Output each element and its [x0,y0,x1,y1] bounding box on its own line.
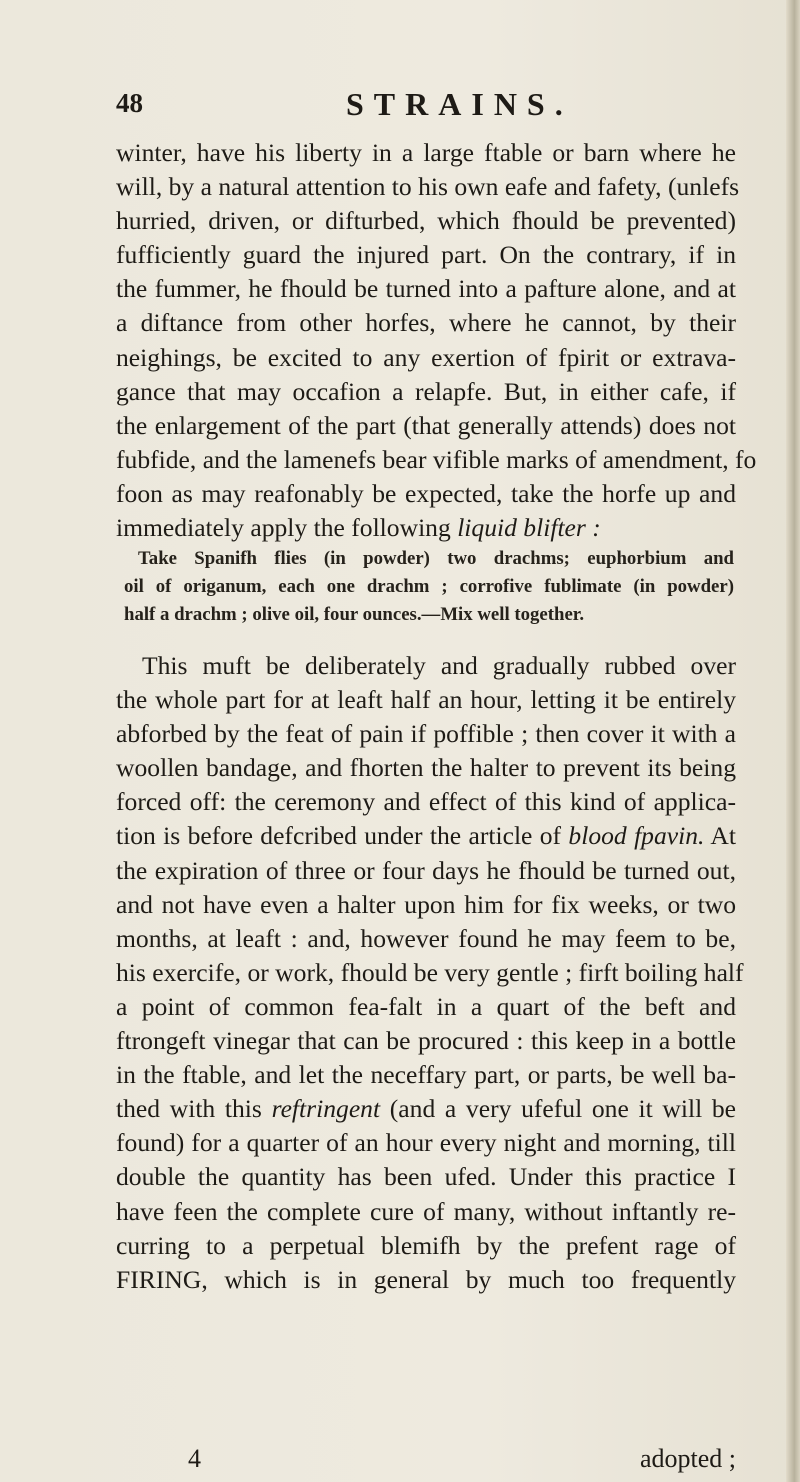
text-run: immediately apply the following [116,513,451,543]
recipe-line: half a drachm ; olive oil, four ounces.—Mix well together. [124,604,585,625]
text-line [116,819,736,853]
text-line: woollen bandage, and fhorten the halter to prevent its being [116,753,736,783]
text-line: his exercife, or work, fhould be very gentle ; firft boiling half [116,957,744,987]
running-title: STRAINS. [346,86,573,122]
page-number: 48 [116,88,143,118]
text-line: and not have even a halter upon him for fix weeks, or two [116,889,736,919]
text-line: in the ftable, and let the neceffary part, or parts, be well ba- [116,1060,736,1090]
text-run: (and a very ufeful one it will be [389,1094,737,1124]
text-line: the whole part for at leaft half an hour, letting it be entirely [116,685,736,715]
recipe-line: oil of origanum, each one drachm ; corrofive fublimate (in powder) [124,576,734,597]
paragraph-1 [116,136,757,545]
text-line: the fummer, he fhould be turned into a pafture alone, and at [116,274,736,304]
text-line: This muft be deliberately and gradually rubbed over [142,651,736,680]
italic-term: blood fpavin. [568,821,705,851]
text-line: curring to a perpetual blemifh by the prefent rage of [116,1230,736,1260]
text-line: FIRING, which is in general by much too frequently [116,1264,736,1294]
text-line: double the quantity has been ufed. Under this practice I [116,1162,736,1192]
signature-mark: 4 [188,1444,201,1473]
text-line: abforbed by the feat of pain if poffible ; then cover it with a [116,719,736,749]
text-line: neighings, be excited to any exertion of fpirit or extrava- [116,342,736,372]
page-header [116,88,716,128]
text-line: the expiration of three or four days he fhould be turned out, [116,855,736,885]
text-run: At [710,821,736,851]
text-line: ftrongeft vinegar that can be procured : this keep in a bottle [116,1026,736,1056]
text-line: the enlargement of the part (that generally attends) does not [116,410,736,440]
text-line: gance that may occafion a relapfe. But, in either cafe, if [116,376,736,406]
text-line [116,1092,736,1126]
text-line: hurried, driven, or difturbed, which fhould be prevented) [116,206,736,236]
paragraph-2 [116,649,744,1297]
recipe-line: Take Spanifh flies (in powder) two drachms; euphorbium and [138,548,734,569]
text-line: found) for a quarter of an hour every night and morning, till [116,1128,736,1158]
text-line: months, at leaft : and, however found he may feem to be, [116,923,736,953]
catchword: adopted ; [640,1444,737,1473]
text-line [116,511,736,545]
text-run: thed with this [116,1094,262,1124]
text-line: winter, have his liberty in a large ftable or barn where he [116,138,736,167]
text-line: a diftance from other horfes, where he cannot, by their [116,308,736,338]
text-line: forced off: the ceremony and effect of this kind of applica- [116,787,736,817]
italic-term: reftringent [271,1094,381,1124]
text-line: foon as may reafonably be expected, take the horfe up and [116,478,736,508]
text-line: have feen the complete cure of many, without inftantly re- [116,1196,736,1226]
recipe-block [124,545,734,629]
text-line: fufficiently guard the injured part. On the contrary, if in [116,240,736,270]
text-line: fubfide, and the lamenefs bear vifible marks of amendment, fo [116,444,757,474]
page-edge [786,0,800,1482]
text-run: tion is before defcribed under the article of [116,821,562,851]
italic-term: liquid blifter : [457,513,601,543]
text-line: a point of common fea-falt in a quart of the beft and [116,991,736,1021]
text-line: will, by a natural attention to his own eafe and fafety, (unlefs [116,172,740,202]
